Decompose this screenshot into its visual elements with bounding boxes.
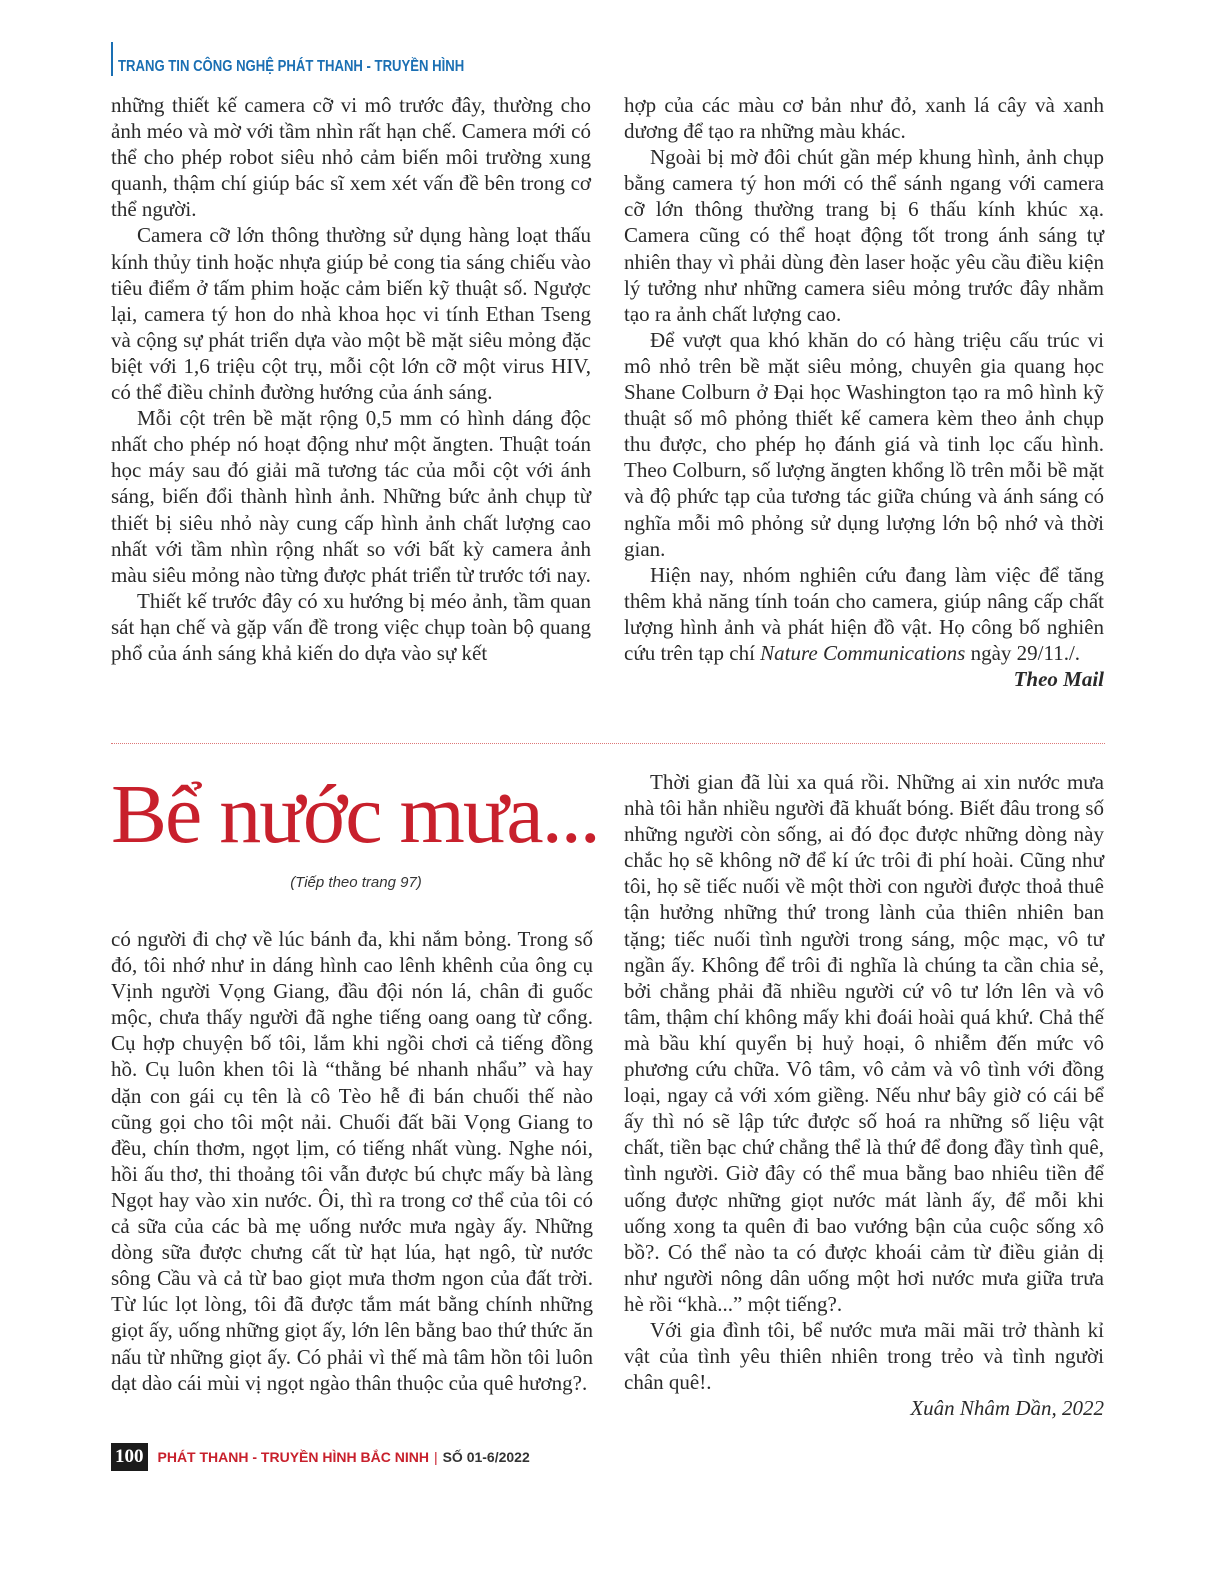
- article1-left-column: [111, 92, 591, 666]
- article2-paragraph: Với gia đình tôi, bể nước mưa mãi mãi trở thành kỉ vật của tình yêu thiên nhiên trong trẻo và tình người chân quê!.: [624, 1317, 1104, 1395]
- section-divider: [111, 743, 1105, 744]
- footer-separator: |: [433, 1449, 438, 1465]
- article2-signature: Xuân Nhâm Dần, 2022: [910, 1396, 1104, 1421]
- article1-paragraph: Camera cỡ lớn thông thường sử dụng hàng loạt thấu kính thủy tinh hoặc nhựa giúp bẻ cong tia sáng chiếu vào tiêu điểm ở tấm phim hoặc cảm biến kỹ thuật số. Ngược lại, camera tý hon do nhà khoa học vi tính Ethan Tseng và cộng sự phát triển dựa vào một bề mặt siêu mỏng đặc biệt với 1,6 triệu cột trụ, mỗi cột lớn cỡ một virus HIV, có thể điều chỉnh đường hướng của ánh sáng.: [111, 223, 591, 405]
- article2-paragraph: có người đi chợ về lúc bánh đa, khi nắm bỏng. Trong số đó, tôi nhớ như in dáng hình cao lênh khênh của ông cụ Vịnh người Vọng Giang, đầu đội nón lá, chân đi guốc mộc, chưa thấy người đã nghe tiếng oang oang từ cổng. Cụ hợp chuyện bố tôi, lắm khi ngồi chơi cả tiếng đồng hồ. Cụ luôn khen tôi là “thằng bé nhanh nhẩu” và hay dặn con gái cụ tên là cô Tèo hễ đi bán chuối thế nào cũng gọi cho tôi một nải. Chuối đất bãi Vọng Giang to đều, chín thơm, ngọt lịm, có tiếng nhất vùng. Nghe nói, hồi ấu thơ, thi thoảng tôi vẫn được bú chực mấy bà làng Ngọt hay vào xin nước. Ôi, thì ra trong cơ thể của tôi có cả sữa của các bà mẹ uống nước mưa ngày ấy. Những dòng sữa được chưng cất từ hạt lúa, hạt ngô, từ nước sông Cầu và cả từ bao giọt mưa thơm ngon của đất trời. Từ lúc lọt lòng, tôi đã được tắm mát bằng chính những giọt ấy, uống những giọt ấy, lớn lên bằng bao thứ thức ăn nấu từ những giọt ấy. Có phải vì thế mà tâm hồn tôi luôn dạt dào cái mùi vị ngọt ngào thân thuộc của quê hương?.: [111, 927, 593, 1395]
- article1-paragraph: Để vượt qua khó khăn do có hàng triệu cấu trúc vi mô nhỏ trên bề mặt siêu mỏng, chuyên gia quang học Shane Colburn ở Đại học Washington tạo ra mô hình kỹ thuật số mô phỏng thiết kế camera kèm theo ảnh chụp thu được, cho phép họ đánh giá và tinh lọc cấu hình. Theo Colburn, số lượng ăngten khổng lồ trên mỗi bề mặt và độ phức tạp của tương tác giữa chúng và ánh sáng có nghĩa mỗi mô phỏng sử dụng lượng lớn bộ nhớ và thời gian.: [624, 327, 1104, 561]
- page-header: [111, 42, 540, 76]
- article1-paragraph: những thiết kế camera cỡ vi mô trước đây, thường cho ảnh méo và mờ với tầm nhìn rất hạn chế. Camera mới có thể cho phép robot siêu nhỏ cảm biến môi trường xung quanh, thậm chí giúp bác sĩ xem xét vấn đề bên trong cơ thể người.: [111, 93, 591, 222]
- article1-paragraph: Thiết kế trước đây có xu hướng bị méo ảnh, tầm quan sát hạn chế và gặp vấn đề trong việc chụp toàn bộ quang phổ của ánh sáng khả kiến do dựa vào sự kết: [111, 588, 591, 665]
- closing-text-after: ngày 29/11./.: [965, 640, 1081, 665]
- article1-right-column: [624, 92, 1104, 692]
- journal-name: Nature Communications: [760, 640, 966, 665]
- article1-paragraph: Mỗi cột trên bề mặt rộng 0,5 mm có hình dáng độc nhất cho phép nó hoạt động như một ăngten. Thuật toán học máy sau đó giải mã tương tác của mỗi cột với ánh sáng, biến đổi thành hình ảnh. Những bức ảnh chụp từ thiết bị siêu nhỏ này cung cấp hình ảnh chất lượng cao nhất với tầm nhìn rộng nhất so với bất kỳ camera ảnh màu siêu mỏng nào từng được phát triển từ trước tới nay.: [111, 406, 591, 587]
- publication-name: PHÁT THANH - TRUYỀN HÌNH BẮC NINH: [157, 1449, 429, 1465]
- article1-closing-paragraph: [624, 562, 1104, 666]
- issue-number: SỐ 01-6/2022: [442, 1449, 530, 1465]
- article1-paragraph: Ngoài bị mờ đôi chút gần mép khung hình, ảnh chụp bằng camera tý hon mới có thể sánh ngang với camera cỡ lớn thông thường trang bị 6 thấu kính khúc xạ. Camera cũng có thể hoạt động tốt trong ánh sáng tự nhiên thay vì phải dùng đèn laser hoặc yêu cầu điều kiện lý tưởng như những camera siêu mỏng trước đây nhằm tạo ra ảnh chất lượng cao.: [624, 145, 1104, 326]
- page-number: 100: [111, 1443, 148, 1471]
- article2-left-column: [111, 926, 593, 1396]
- article1-paragraph: hợp của các màu cơ bản như đỏ, xanh lá cây và xanh dương để tạo ra những màu khác.: [624, 93, 1104, 144]
- article2-right-column: [624, 769, 1104, 1421]
- closing-text-before: Hiện nay, nhóm nghiên cứu đang làm việc để tăng thêm khả năng tính toán cho camera, giúp nâng cấp chất lượng hình ảnh và phát hiện đồ vật. Họ công bố nghiên cứu trên tạp chí: [624, 562, 1104, 665]
- article2-paragraph: Thời gian đã lùi xa quá rồi. Những ai xin nước mưa nhà tôi hẳn nhiều người đã khuất bóng. Biết đâu trong số những người còn sống, ai đó đọc được những dòng này chắc họ sẽ không nỡ để kí ức trôi đi phí hoài. Cũng như tôi, họ sẽ tiếc nuối về một thời con người được thoả thuê tận hưởng những thứ trong lành của thiên nhiên ban tặng; tiếc nuối tình người trong sáng, mộc mạc, vô tư ngần ấy. Không để trôi đi nghĩa là chúng ta cần chia sẻ, bởi chẳng phải đã nhiều người cứ vô tư lớn lên và vô tâm, thậm chí không mấy khi đoái hoài quá khứ. Chả thế mà bầu khí quyển bị huỷ hoại, ô nhiễm đến mức vô phương cứu chữa. Vô tâm, vô cảm và vô tình với đồng loại, ngay cả với xóm giềng. Nếu như bây giờ có cái bể ấy thì nó sẽ lập tức được số hoá ra những số liệu vật chất, tiền bạc chứ chẳng thể là thứ để đong đầy tình quê, tình người. Giờ đây có thể mua bằng bao nhiêu tiền để uống được những giọt nước mát lành ấy, để mỗi khi uống xong ta quên đi bao vướng bận của cuộc sống xô bồ?. Có thể nào ta có được khoái cảm từ điều giản dị như người nông dân uống một hơi nước mưa giữa trưa hè rồi “khà...” một tiếng?.: [624, 770, 1104, 1316]
- header-title: TRANG TIN CÔNG NGHỆ PHÁT THANH - TRUYỀN HÌNH: [118, 58, 465, 75]
- article1-credit: Theo Mail: [1013, 667, 1104, 692]
- article2-continuation-note: (Tiếp theo trang 97): [290, 874, 422, 891]
- article2-title: Bể nước mưa...: [111, 768, 599, 861]
- page-footer: [111, 1443, 530, 1471]
